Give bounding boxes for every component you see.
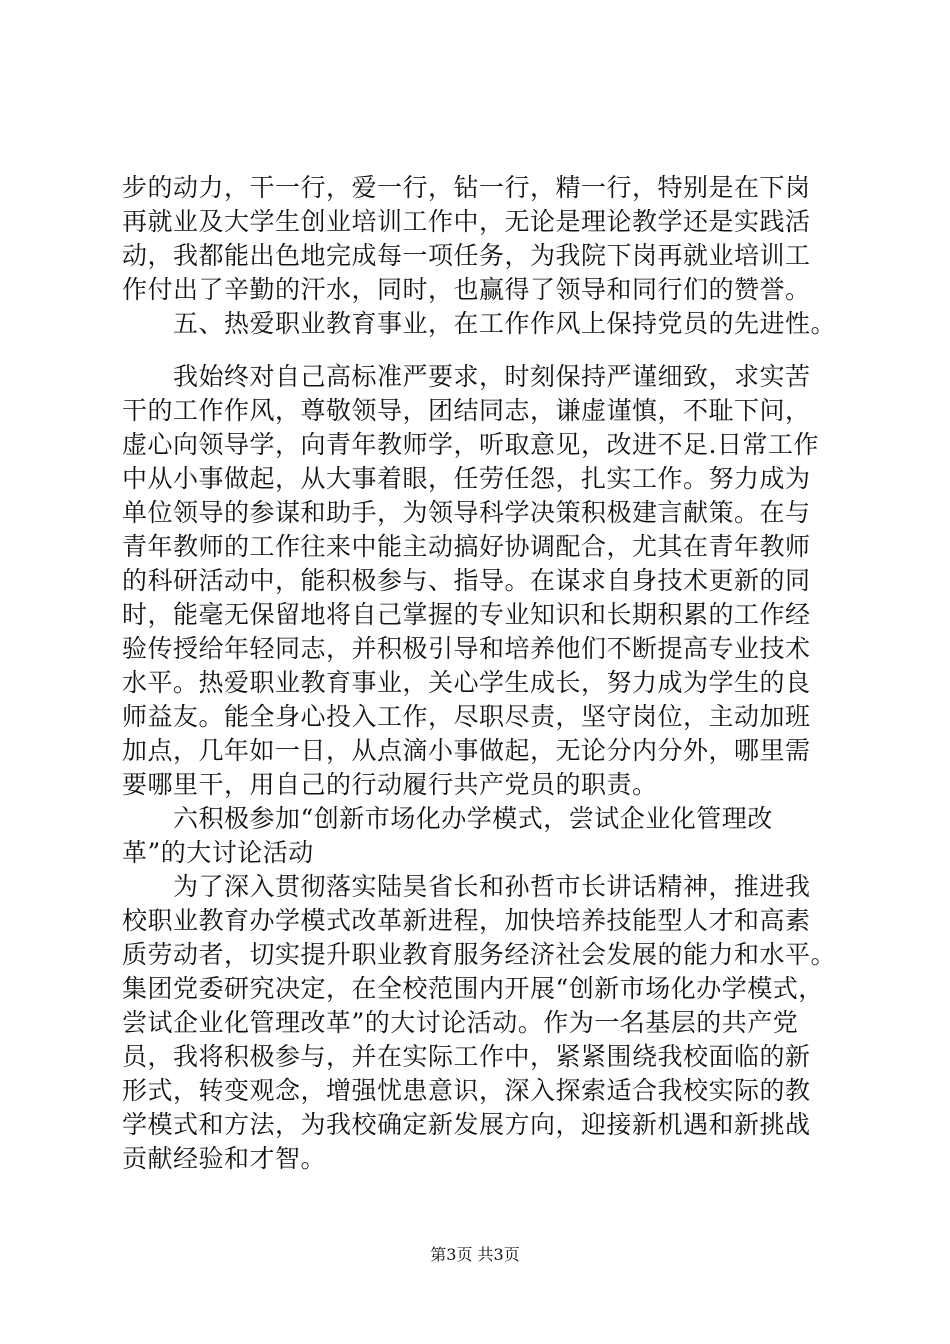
section-heading-5: 五、热爱职业教育事业，在工作作风上保持党员的先进性。 [122,309,837,338]
text-line: 质劳动者，切实提升职业教育服务经济社会发展的能力和水平。 [122,940,837,969]
text-line: 的科研活动中，能积极参与、指导。在谋求自身技术更新的同 [122,566,811,595]
text-line: 形式，转变观念，增强忧患意识，深入探索适合我校实际的教 [122,1076,811,1105]
text-line: 加点，几年如一日，从点滴小事做起，无论分内分外，哪里需 [122,736,811,765]
text-line: 师益友。能全身心投入工作，尽职尽责，坚守岗位，主动加班 [122,702,811,731]
text-line: 学模式和方法，为我校确定新发展方向，迎接新机遇和新挑战 [122,1110,811,1139]
text-line: 干的工作作风，尊敬领导，团结同志，谦虚谨慎，不耻下问， [122,396,811,425]
text-line: 贡献经验和才智。 [122,1144,327,1173]
page-number: 第3页 共3页 [430,1245,520,1264]
text-line: 集团党委研究决定，在全校范围内开展“创新市场化办学模式， [122,974,824,1003]
text-line: 动，我都能出色地完成每一项任务，为我院下岗再就业培训工 [122,241,811,270]
section-heading-6: 六积极参加“创新市场化办学模式，尝试企业化管理改 [122,804,773,833]
paragraph-block-1 [122,171,842,341]
text-line: 步的动力，干一行，爱一行，钻一行，精一行，特别是在下岗 [122,173,811,202]
text-line: 中从小事做起，从大事着眼，任劳任怨，扎实工作。努力成为 [122,464,811,493]
text-line: 员，我将积极参与，并在实际工作中，紧紧围绕我校面临的新 [122,1042,811,1071]
text-line: 校职业教育办学模式改革新进程，加快培养技能型人才和高素 [122,906,811,935]
text-line: 验传授给年轻同志，并积极引导和培养他们不断提高专业技术 [122,634,811,663]
text-line: 我始终对自己高标准严要求，时刻保持严谨细致，求实苦 [122,362,811,391]
paragraph-block-2 [122,360,842,1176]
section-heading-6-cont: 革”的大讨论活动 [122,838,314,867]
text-line: 要哪里干，用自己的行动履行共产党员的职责。 [122,770,658,799]
text-line: 为了深入贯彻落实陆昊省长和孙哲市长讲话精神，推进我 [122,872,811,901]
text-line: 虚心向领导学，向青年教师学，听取意见，改进不足.日常工作 [122,430,819,459]
text-line: 时，能毫无保留地将自己掌握的专业知识和长期积累的工作经 [122,600,811,629]
text-line: 青年教师的工作往来中能主动搞好协调配合，尤其在青年教师 [122,532,811,561]
text-line: 作付出了辛勤的汗水，同时，也赢得了领导和同行们的赞誉。 [122,275,811,304]
text-line: 单位领导的参谋和助手，为领导科学决策积极建言献策。在与 [122,498,811,527]
text-line: 再就业及大学生创业培训工作中，无论是理论教学还是实践活 [122,207,811,236]
text-line: 水平。热爱职业教育事业，关心学生成长，努力成为学生的良 [122,668,811,697]
text-line: 尝试企业化管理改革”的大讨论活动。作为一名基层的共产党 [122,1008,799,1037]
